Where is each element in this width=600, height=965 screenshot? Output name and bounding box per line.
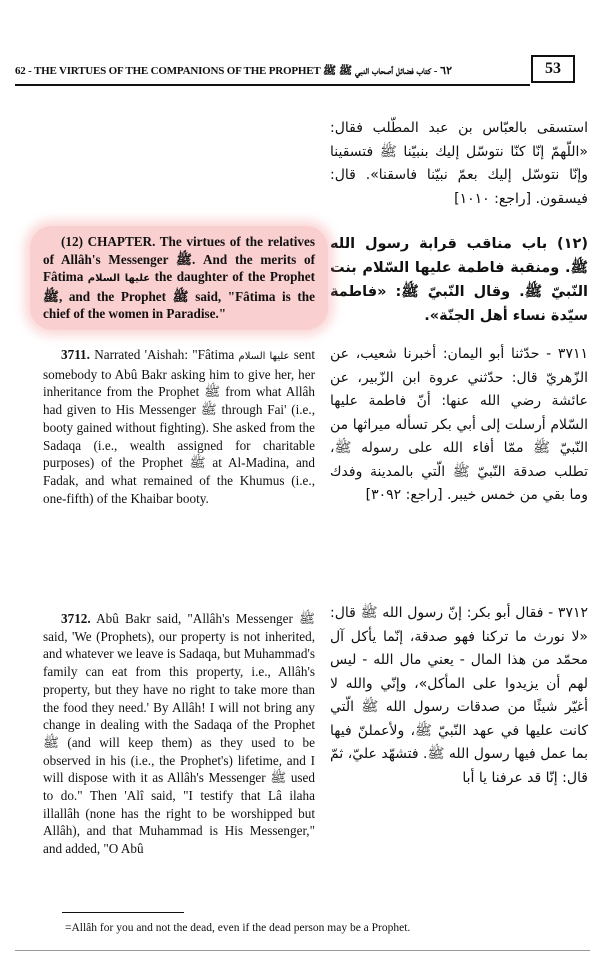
hadith-3712: [43, 610, 315, 858]
header-rule: [15, 84, 530, 86]
page-number: 53: [531, 55, 575, 83]
hadith-number: 3712.: [61, 611, 91, 626]
chapter-heading-text: (12) CHAPTER. The virtues of the relatives of Allâh's Messenger ﷺ. And the merits of Fâtima: [43, 234, 315, 285]
footnote: =Allâh for you and not the dead, even if the dead person may be a Prophet.: [65, 922, 411, 934]
page-header: [0, 0, 600, 90]
hadith-text-a: Narrated 'Aishah: "Fâtima: [94, 347, 235, 362]
running-head-arabic: ٦٢ - كتاب فضائل أصحاب النبي ﷺ: [338, 65, 452, 77]
running-head: [15, 64, 525, 80]
arabic-hadith-3712-text: ٣٧١٢ - فقال أبو بكر: إنّ رسول الله ﷺ قال: «لا نورث ما تركنا فهو صدقة، إنّما يأكل آل محمّد من هذا المال - يعني مال الله - ليس لهم أن يزيدوا على المأكل»، وإنّي والله لا أغيّر شيئًا من صدقات رسول الله ﷺ الّتي كانت عليها في عهد النّبيّ ﷺ، ولأعملنّ فيها بما عمل فيها رسول الله ﷺ. فتشهّد عليّ، ثمّ قال: إنّا قد عرفنا يا أبا: [330, 605, 588, 786]
arabic-hadith-3711-text: ٣٧١١ - حدّثنا أبو اليمان: أخبرنا شعيب، عن الزّهريّ قال: حدّثني عروة ابن الزّبير، عن عائشة رضي الله عنها: أنّ فاطمة عليها السّلام أرسلت إلى أبي بكر تسأله ميراثها من النّبيّ ﷺ ممّا أفاء الله على رسوله ﷺ، تطلب صدقة النّبيّ ﷺ الّتي بالمدينة وفدك وما بقي من خمس خيبر. [راجع: ٣٠٩٢]: [330, 346, 588, 503]
hadith-3711: [43, 346, 315, 507]
footnote-rule: [62, 912, 184, 913]
page-bottom-edge: [15, 950, 590, 951]
arabic-opening-text: [330, 117, 588, 211]
chapter-arabic-blessing: عليها السلام: [87, 273, 151, 285]
hadith-number: 3711.: [61, 347, 90, 362]
arabic-paragraph: استسقى بالعبّاس بن عبد المطّلب فقال: «اللّهمّ إنّا كنّا نتوسّل إليك بنبيّنا ﷺ فتسقينا وإنّا نتوسّل إليك بعمّ نبيّنا فاسقنا». قال: فيسقون. [راجع: ١٠١٠]: [330, 120, 588, 207]
hadith-text: Abû Bakr said, "Allâh's Messenger ﷺ said, 'We (Prophets), our property is not inherited, and whatever we leave is Sadaqa, but Muhammad's family can eat from this property, i.e., Allâh's property, but they have no right to take more than the food they need.' By Allâh! I will not bring any change in dealing with the Sadaqa of the Prophet ﷺ (and will keep them) as they used to be observed in his (i.e., the Prophet's) lifetime, and I will dispose with it as Allâh's Messenger ﷺ used to do." Then 'Alî said, "I testify that Lâ ilaha illallâh (none has the right to be worshipped but Allâh), and that Muhammad is His Messenger," and added, "O Abû: [43, 611, 315, 857]
hadith-text-b: sent somebody to Abû Bakr asking him to give her, her inheritance from the Prophet ﷺ from what Allâh had given to His Messenger ﷺ through Fai' (i.e., booty gained without fighting). She asked from the Sadaqa (i.e., wealth assigned for charitable purposes) of the Prophet ﷺ at Al-Madina, and Fadak, and what remained of the Khumus (i.e., one-fifth) of the Khaibar booty.: [43, 347, 316, 506]
chapter-heading: [43, 233, 315, 323]
running-head-english: 62 - THE VIRTUES OF THE COMPANIONS OF THE PROPHET ﷺ: [15, 65, 337, 77]
arabic-hadith-3712: [330, 602, 588, 790]
arabic-hadith-3711: [330, 343, 588, 508]
arabic-chapter-text: (١٢) باب مناقب قرابة رسول الله ﷺ. ومنقبة فاطمة عليها السّلام بنت النّبيّ ﷺ. وقال النّبيّ ﷺ: «فاطمة سيّدة نساء أهل الجنّة».: [330, 236, 588, 324]
chapter-heading-rest: the daughter of the Prophet ﷺ, and the Prophet ﷺ said, "Fâtima is the chief of the women in Paradise.": [43, 269, 315, 322]
hadith-arabic-blessing: عليها السلام: [238, 351, 290, 362]
arabic-chapter-heading: [330, 232, 588, 328]
